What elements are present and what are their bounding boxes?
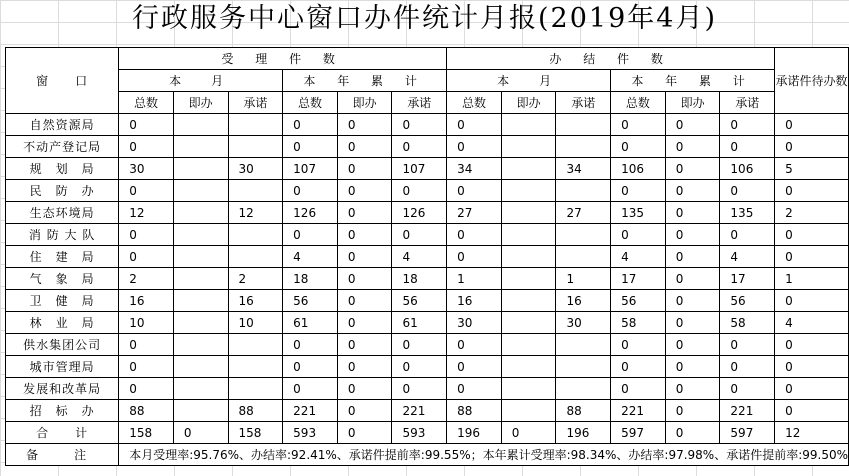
notes-row: [6, 444, 849, 466]
value-cell: 0: [775, 246, 849, 268]
value-cell: 106: [720, 158, 775, 180]
value-cell: 0: [611, 378, 666, 400]
col-header-promise: 承诺: [556, 92, 611, 114]
value-cell: 18: [392, 268, 447, 290]
value-cell: 0: [337, 224, 392, 246]
value-cell: [228, 334, 283, 356]
window-name-cell: 民 防 办: [6, 180, 119, 202]
value-cell: [173, 224, 228, 246]
value-cell: [173, 290, 228, 312]
value-cell: 0: [337, 136, 392, 158]
value-cell: [556, 334, 611, 356]
table-row: [6, 268, 849, 290]
value-cell: 126: [392, 202, 447, 224]
value-cell: 34: [447, 158, 502, 180]
value-cell: 0: [392, 356, 447, 378]
value-cell: 0: [337, 268, 392, 290]
window-name-cell: 供水集团公司: [6, 334, 119, 356]
value-cell: 0: [611, 114, 666, 136]
value-cell: 0: [775, 290, 849, 312]
table-row: [6, 180, 849, 202]
value-cell: 0: [611, 356, 666, 378]
value-cell: [556, 136, 611, 158]
value-cell: 0: [447, 114, 502, 136]
value-cell: 0: [119, 334, 174, 356]
value-cell: [228, 356, 283, 378]
value-cell: 0: [392, 224, 447, 246]
value-cell: 0: [665, 378, 720, 400]
window-name-cell: 气 象 局: [6, 268, 119, 290]
value-cell: 0: [775, 378, 849, 400]
value-cell: 0: [337, 290, 392, 312]
value-cell: 0: [283, 334, 338, 356]
value-cell: 30: [119, 158, 174, 180]
table-row: [6, 378, 849, 400]
value-cell: 0: [665, 422, 720, 444]
value-cell: 0: [119, 356, 174, 378]
value-cell: 1: [447, 268, 502, 290]
value-cell: 0: [447, 180, 502, 202]
window-name-cell: 合 计: [6, 422, 119, 444]
value-cell: 0: [119, 246, 174, 268]
value-cell: [173, 202, 228, 224]
value-cell: 1: [556, 268, 611, 290]
value-cell: 135: [720, 202, 775, 224]
report-table: [5, 47, 849, 466]
table-row: [6, 158, 849, 180]
value-cell: 61: [283, 312, 338, 334]
value-cell: 4: [611, 246, 666, 268]
table-row: [6, 400, 849, 422]
value-cell: [501, 114, 556, 136]
value-cell: [228, 378, 283, 400]
completed-month-header: 本 月: [447, 70, 611, 92]
value-cell: [173, 268, 228, 290]
value-cell: 0: [337, 356, 392, 378]
value-cell: 17: [720, 268, 775, 290]
value-cell: 0: [665, 202, 720, 224]
value-cell: [556, 378, 611, 400]
table-row: [6, 334, 849, 356]
value-cell: 0: [119, 136, 174, 158]
value-cell: 597: [720, 422, 775, 444]
table-row: [6, 136, 849, 158]
value-cell: 0: [283, 378, 338, 400]
value-cell: [173, 356, 228, 378]
col-header-total: 总数: [283, 92, 338, 114]
value-cell: 158: [119, 422, 174, 444]
col-header-total: 总数: [611, 92, 666, 114]
accepted-year-header: 本 年 累 计: [283, 70, 447, 92]
value-cell: 4: [720, 246, 775, 268]
col-header-immediate: 即办: [665, 92, 720, 114]
value-cell: 12: [775, 422, 849, 444]
value-cell: 0: [665, 290, 720, 312]
value-cell: 2: [228, 268, 283, 290]
value-cell: 12: [119, 202, 174, 224]
value-cell: 0: [447, 246, 502, 268]
value-cell: 0: [611, 334, 666, 356]
table-row: [6, 312, 849, 334]
value-cell: 4: [283, 246, 338, 268]
window-name-cell: 招 标 办: [6, 400, 119, 422]
value-cell: 0: [392, 334, 447, 356]
value-cell: 221: [720, 400, 775, 422]
value-cell: 4: [392, 246, 447, 268]
value-cell: [556, 224, 611, 246]
notes-text: 本月受理率:95.76%、办结率:92.41%、承诺件提前率:99.55%；本年累计受理率:98.34%、办结率:97.98%、承诺件提前率:99.50%: [119, 444, 849, 466]
value-cell: 0: [283, 356, 338, 378]
value-cell: 0: [665, 246, 720, 268]
value-cell: 0: [720, 180, 775, 202]
pending-header: 承诺件待办数: [775, 48, 849, 114]
value-cell: 0: [720, 136, 775, 158]
value-cell: 0: [720, 378, 775, 400]
value-cell: 0: [447, 334, 502, 356]
value-cell: 34: [556, 158, 611, 180]
value-cell: [501, 290, 556, 312]
value-cell: 0: [119, 114, 174, 136]
value-cell: 0: [337, 246, 392, 268]
window-name-cell: 发展和改革局: [6, 378, 119, 400]
value-cell: 18: [283, 268, 338, 290]
table-row: [6, 290, 849, 312]
notes-label: 备 注: [6, 444, 119, 466]
value-cell: 0: [665, 136, 720, 158]
value-cell: 0: [665, 114, 720, 136]
value-cell: 30: [556, 312, 611, 334]
value-cell: 0: [447, 378, 502, 400]
value-cell: 56: [283, 290, 338, 312]
value-cell: 0: [775, 356, 849, 378]
value-cell: 0: [283, 136, 338, 158]
value-cell: 0: [337, 180, 392, 202]
value-cell: 10: [119, 312, 174, 334]
value-cell: 0: [392, 114, 447, 136]
value-cell: 196: [447, 422, 502, 444]
value-cell: 88: [556, 400, 611, 422]
value-cell: 88: [228, 400, 283, 422]
value-cell: [501, 268, 556, 290]
value-cell: [501, 356, 556, 378]
value-cell: [173, 114, 228, 136]
value-cell: 30: [447, 312, 502, 334]
value-cell: 16: [228, 290, 283, 312]
value-cell: 0: [392, 136, 447, 158]
value-cell: 5: [775, 158, 849, 180]
value-cell: 27: [556, 202, 611, 224]
value-cell: 0: [447, 136, 502, 158]
value-cell: 10: [228, 312, 283, 334]
col-header-immediate: 即办: [501, 92, 556, 114]
value-cell: 593: [392, 422, 447, 444]
report-title: 行政服务中心窗口办件统计月报(2019年4月): [132, 3, 717, 34]
value-cell: 0: [775, 136, 849, 158]
table-row: [6, 202, 849, 224]
value-cell: 0: [665, 180, 720, 202]
value-cell: [501, 334, 556, 356]
value-cell: [501, 224, 556, 246]
value-cell: 221: [611, 400, 666, 422]
completed-group-header: 办 结 件 数: [447, 48, 775, 70]
value-cell: 0: [665, 224, 720, 246]
window-header: 窗 口: [6, 48, 119, 114]
col-header-promise: 承诺: [720, 92, 775, 114]
value-cell: 0: [775, 400, 849, 422]
window-name-cell: 生态环境局: [6, 202, 119, 224]
value-cell: 0: [119, 180, 174, 202]
value-cell: 0: [611, 180, 666, 202]
value-cell: 88: [119, 400, 174, 422]
value-cell: 16: [447, 290, 502, 312]
value-cell: [228, 224, 283, 246]
value-cell: 0: [447, 224, 502, 246]
window-name-cell: 住 建 局: [6, 246, 119, 268]
value-cell: 2: [119, 268, 174, 290]
value-cell: 196: [556, 422, 611, 444]
value-cell: 1: [775, 268, 849, 290]
col-header-promise: 承诺: [228, 92, 283, 114]
col-header-total: 总数: [119, 92, 174, 114]
value-cell: 0: [720, 114, 775, 136]
value-cell: 0: [392, 378, 447, 400]
value-cell: 0: [720, 224, 775, 246]
value-cell: 0: [283, 114, 338, 136]
value-cell: 17: [611, 268, 666, 290]
value-cell: [173, 334, 228, 356]
value-cell: 0: [611, 224, 666, 246]
accepted-group-header: 受 理 件 数: [119, 48, 447, 70]
value-cell: 2: [775, 202, 849, 224]
value-cell: [501, 180, 556, 202]
value-cell: [556, 356, 611, 378]
value-cell: 593: [283, 422, 338, 444]
value-cell: 597: [611, 422, 666, 444]
value-cell: [173, 378, 228, 400]
value-cell: 0: [337, 334, 392, 356]
value-cell: 0: [501, 422, 556, 444]
value-cell: 0: [665, 312, 720, 334]
value-cell: [173, 180, 228, 202]
value-cell: 0: [665, 334, 720, 356]
value-cell: [501, 158, 556, 180]
value-cell: [556, 114, 611, 136]
value-cell: 221: [283, 400, 338, 422]
window-name-cell: 林 业 局: [6, 312, 119, 334]
table-row: [6, 224, 849, 246]
value-cell: 0: [775, 334, 849, 356]
value-cell: 0: [392, 180, 447, 202]
value-cell: 0: [447, 356, 502, 378]
window-name-cell: 自然资源局: [6, 114, 119, 136]
col-header-promise: 承诺: [392, 92, 447, 114]
value-cell: 158: [228, 422, 283, 444]
value-cell: 0: [665, 400, 720, 422]
value-cell: 58: [720, 312, 775, 334]
value-cell: 0: [720, 356, 775, 378]
window-name-cell: 城市管理局: [6, 356, 119, 378]
value-cell: 56: [392, 290, 447, 312]
value-cell: 0: [775, 114, 849, 136]
value-cell: [501, 312, 556, 334]
value-cell: [501, 400, 556, 422]
value-cell: 0: [611, 136, 666, 158]
value-cell: 61: [392, 312, 447, 334]
col-header-total: 总数: [447, 92, 502, 114]
value-cell: 0: [337, 158, 392, 180]
value-cell: 0: [665, 356, 720, 378]
value-cell: 0: [337, 202, 392, 224]
value-cell: 0: [119, 224, 174, 246]
value-cell: [556, 246, 611, 268]
value-cell: 135: [611, 202, 666, 224]
value-cell: 0: [283, 224, 338, 246]
window-name-cell: 规 划 局: [6, 158, 119, 180]
value-cell: [173, 312, 228, 334]
value-cell: 16: [119, 290, 174, 312]
value-cell: 0: [173, 422, 228, 444]
value-cell: [173, 400, 228, 422]
value-cell: 0: [665, 268, 720, 290]
table-row: [6, 246, 849, 268]
window-name-cell: 不动产登记局: [6, 136, 119, 158]
value-cell: [501, 378, 556, 400]
value-cell: 0: [775, 224, 849, 246]
value-cell: 0: [665, 158, 720, 180]
value-cell: 0: [283, 180, 338, 202]
value-cell: 107: [392, 158, 447, 180]
value-cell: 27: [447, 202, 502, 224]
value-cell: [173, 158, 228, 180]
value-cell: 221: [392, 400, 447, 422]
value-cell: 0: [337, 114, 392, 136]
value-cell: 0: [337, 400, 392, 422]
value-cell: [173, 246, 228, 268]
value-cell: 106: [611, 158, 666, 180]
value-cell: 0: [337, 312, 392, 334]
value-cell: [501, 202, 556, 224]
total-row: [6, 422, 849, 444]
value-cell: 56: [720, 290, 775, 312]
value-cell: [173, 136, 228, 158]
value-cell: 0: [720, 334, 775, 356]
value-cell: 16: [556, 290, 611, 312]
col-header-immediate: 即办: [337, 92, 392, 114]
table-row: [6, 356, 849, 378]
completed-year-header: 本 年 累 计: [611, 70, 775, 92]
accepted-month-header: 本 月: [119, 70, 283, 92]
value-cell: 126: [283, 202, 338, 224]
value-cell: [501, 136, 556, 158]
value-cell: [228, 246, 283, 268]
window-name-cell: 卫 健 局: [6, 290, 119, 312]
value-cell: 0: [775, 180, 849, 202]
value-cell: 107: [283, 158, 338, 180]
value-cell: 58: [611, 312, 666, 334]
value-cell: [556, 180, 611, 202]
value-cell: [228, 114, 283, 136]
value-cell: 4: [775, 312, 849, 334]
value-cell: 12: [228, 202, 283, 224]
value-cell: 88: [447, 400, 502, 422]
value-cell: 30: [228, 158, 283, 180]
value-cell: 0: [119, 378, 174, 400]
value-cell: 0: [337, 378, 392, 400]
value-cell: [501, 246, 556, 268]
table-row: [6, 114, 849, 136]
value-cell: [228, 136, 283, 158]
value-cell: 0: [337, 422, 392, 444]
value-cell: 56: [611, 290, 666, 312]
col-header-immediate: 即办: [173, 92, 228, 114]
window-name-cell: 消 防 大 队: [6, 224, 119, 246]
value-cell: [228, 180, 283, 202]
